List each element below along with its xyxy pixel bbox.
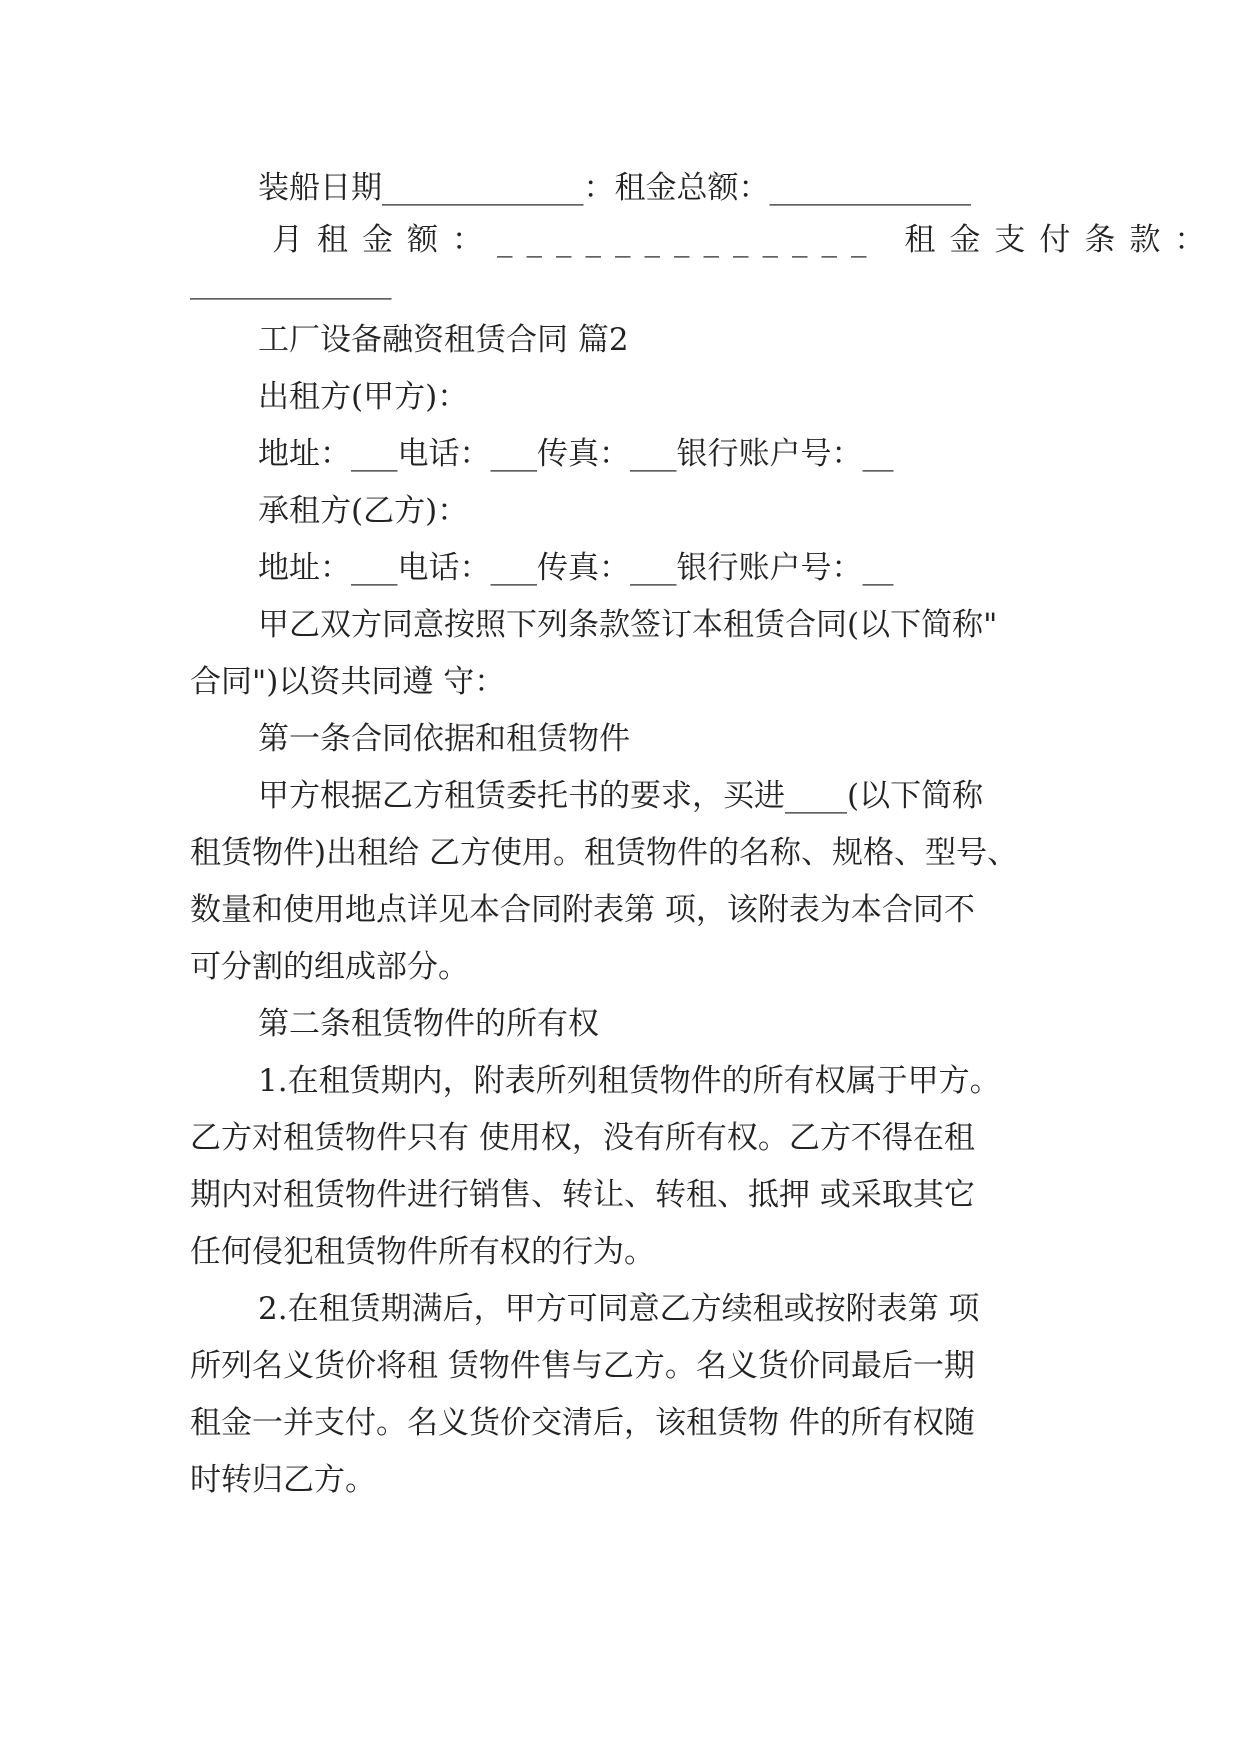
article-heading: 第二条租赁物件的所有权 [258, 1006, 599, 1042]
paragraph-line: 任何侵犯租赁物件所有权的行为。 [190, 1234, 655, 1270]
monthly-rent-line: 月租金额：_____________ 租金支付条款： [272, 222, 1220, 258]
paragraph-line: 甲方根据乙方租赁委托书的要求，买进____(以下简称 [258, 778, 984, 814]
paragraph-line: 时转归乙方。 [190, 1462, 376, 1498]
paragraph-line: 所列名义货价将租 赁物件售与乙方。名义货价同最后一期 [190, 1348, 975, 1384]
lessor-heading: 出租方(甲方)： [258, 379, 469, 415]
paragraph-line: 可分割的组成部分。 [190, 949, 469, 985]
blank-line: _____________ [190, 264, 392, 300]
paragraph-line: 乙方对租赁物件只有 使用权，没有所有权。乙方不得在租 [190, 1120, 975, 1156]
paragraph-line: 2.在租赁期满后，甲方可同意乙方续租或按附表第 项 [258, 1291, 980, 1327]
shipping-date-line: 装船日期_____________：租金总额：_____________ [258, 170, 971, 206]
section-title: 工厂设备融资租赁合同 篇2 [258, 322, 629, 358]
lessee-heading: 承租方(乙方)： [258, 493, 469, 529]
paragraph-line: 数量和使用地点详见本合同附表第 项，该附表为本合同不 [190, 892, 975, 928]
paragraph-line: 甲乙双方同意按照下列条款签订本租赁合同(以下简称" [258, 607, 998, 643]
lessee-contact-line: 地址：___电话：___传真：___银行账户号：__ [258, 550, 894, 586]
paragraph-line: 租金一并支付。名义货价交清后，该租赁物 件的所有权随 [190, 1405, 975, 1441]
paragraph-line: 期内对租赁物件进行销售、转让、转租、抵押 或采取其它 [190, 1177, 975, 1213]
lessor-contact-line: 地址：___电话：___传真：___银行账户号：__ [258, 436, 894, 472]
paragraph-line: 1.在租赁期内，附表所列租赁物件的所有权属于甲方。 [258, 1063, 1001, 1099]
paragraph-line: 合同")以资共同遵 守： [190, 664, 506, 700]
paragraph-line: 租赁物件)出租给 乙方使用。租赁物件的名称、规格、型号、 [190, 835, 1018, 871]
article-heading: 第一条合同依据和租赁物件 [258, 721, 630, 757]
